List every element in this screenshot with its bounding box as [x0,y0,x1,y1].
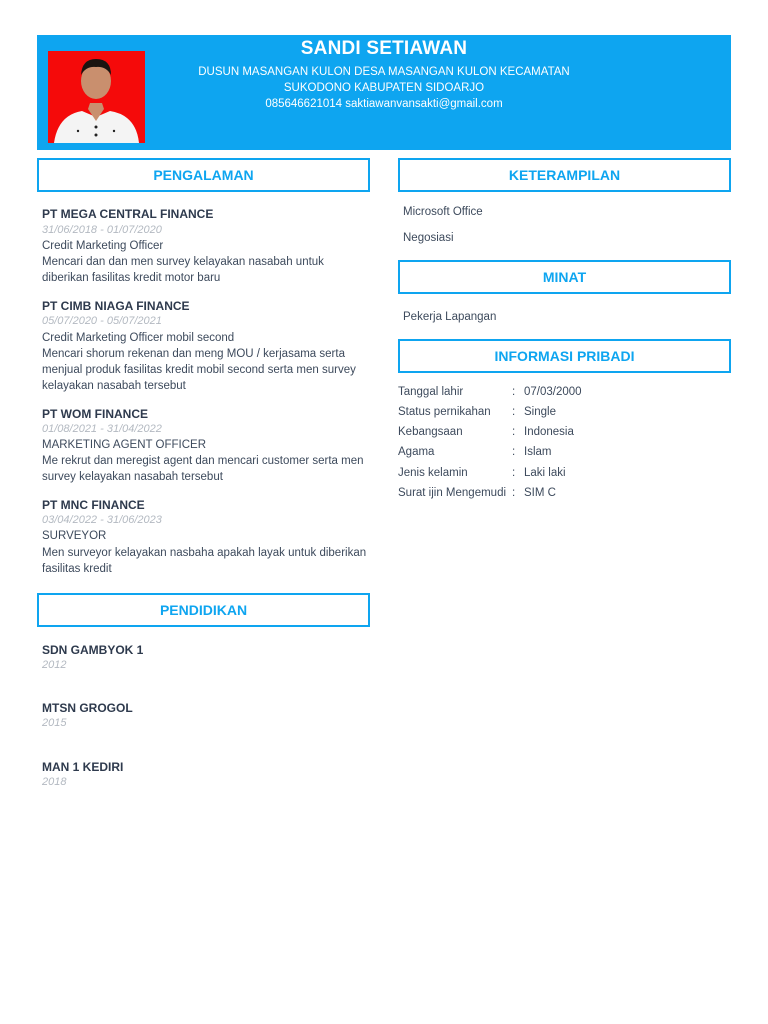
section-title-skills: KETERAMPILAN [398,158,731,192]
profile-photo [48,51,145,143]
job-company: PT WOM FINANCE [42,407,148,421]
job-desc-line: Mencari shorum rekenan dan meng MOU / kerjasama serta [42,348,345,360]
address-line-1: DUSUN MASANGAN KULON DESA MASANGAN KULON KECAMATAN [198,66,570,78]
info-value: Islam [524,446,552,458]
personal-info-row [398,386,698,402]
info-value: Single [524,406,556,418]
job-company: PT MNC FINANCE [42,498,145,512]
skill-item: Negosiasi [403,232,454,244]
job-desc-line: survey kelayakan nasabah tersebut [42,471,223,483]
info-label: Kebangsaan [398,426,463,438]
school-name: MAN 1 KEDIRI [42,760,124,774]
interest-item: Pekerja Lapangan [403,311,497,323]
info-separator: : [512,467,516,479]
job-role: MARKETING AGENT OFFICER [42,439,206,451]
job-role: SURVEYOR [42,530,107,542]
job-desc-line: Me rekrut dan meregist agent dan mencari customer serta men [42,455,364,467]
info-label: Tanggal lahir [398,386,464,398]
personal-info-row [398,446,698,462]
job-desc-line: diberikan fasilitas kredit motor baru [42,272,221,284]
job-desc-line: Men surveyor kelayakan nasbaha apakah layak untuk diberikan [42,547,367,559]
info-label: Jenis kelamin [398,467,468,479]
info-value: SIM C [524,487,556,499]
person-photo-icon [48,51,145,143]
info-value: 07/03/2000 [524,386,582,398]
info-separator: : [512,487,516,499]
job-period: 03/04/2022 - 31/06/2023 [42,514,162,526]
job-desc-line: menjual produk fasilitas kredit mobil second serta men survey [42,364,356,376]
school-year: 2012 [42,659,67,671]
info-label: Surat ijin Mengemudi [398,487,507,499]
job-period: 05/07/2020 - 05/07/2021 [42,315,162,327]
resume-header [37,35,731,150]
personal-info-row [398,487,698,503]
candidate-name: SANDI SETIAWAN [300,38,468,59]
school-year: 2018 [42,776,67,788]
school-name: SDN GAMBYOK 1 [42,643,144,657]
info-separator: : [512,386,516,398]
job-period: 01/08/2021 - 31/04/2022 [42,423,162,435]
job-desc-line: kelayakan nasabah tersebut [42,380,186,392]
section-title-interests: MINAT [398,260,731,294]
job-company: PT MEGA CENTRAL FINANCE [42,207,214,221]
school-year: 2015 [42,717,67,729]
job-period: 31/06/2018 - 01/07/2020 [42,224,162,236]
section-title-personal-info: INFORMASI PRIBADI [398,339,731,373]
address-line-2: SUKODONO KABUPATEN SIDOARJO [283,82,485,94]
section-title-experience: PENGALAMAN [37,158,370,192]
school-name: MTSN GROGOL [42,701,133,715]
job-role: Credit Marketing Officer mobil second [42,332,235,344]
contact-info: 085646621014 saktiawanvansakti@gmail.com [265,98,503,110]
info-value: Laki laki [524,467,566,479]
personal-info-row [398,406,698,422]
info-separator: : [512,406,516,418]
job-role: Credit Marketing Officer [42,240,164,252]
personal-info-row [398,467,698,483]
info-value: Indonesia [524,426,574,438]
job-company: PT CIMB NIAGA FINANCE [42,299,190,313]
skill-item: Microsoft Office [403,206,483,218]
personal-info-row [398,426,698,442]
info-label: Agama [398,446,435,458]
info-label: Status pernikahan [398,406,491,418]
info-separator: : [512,426,516,438]
job-desc-line: Mencari dan dan men survey kelayakan nasabah untuk [42,256,324,268]
section-title-education: PENDIDIKAN [37,593,370,627]
info-separator: : [512,446,516,458]
job-desc-line: fasilitas kredit [42,563,112,575]
